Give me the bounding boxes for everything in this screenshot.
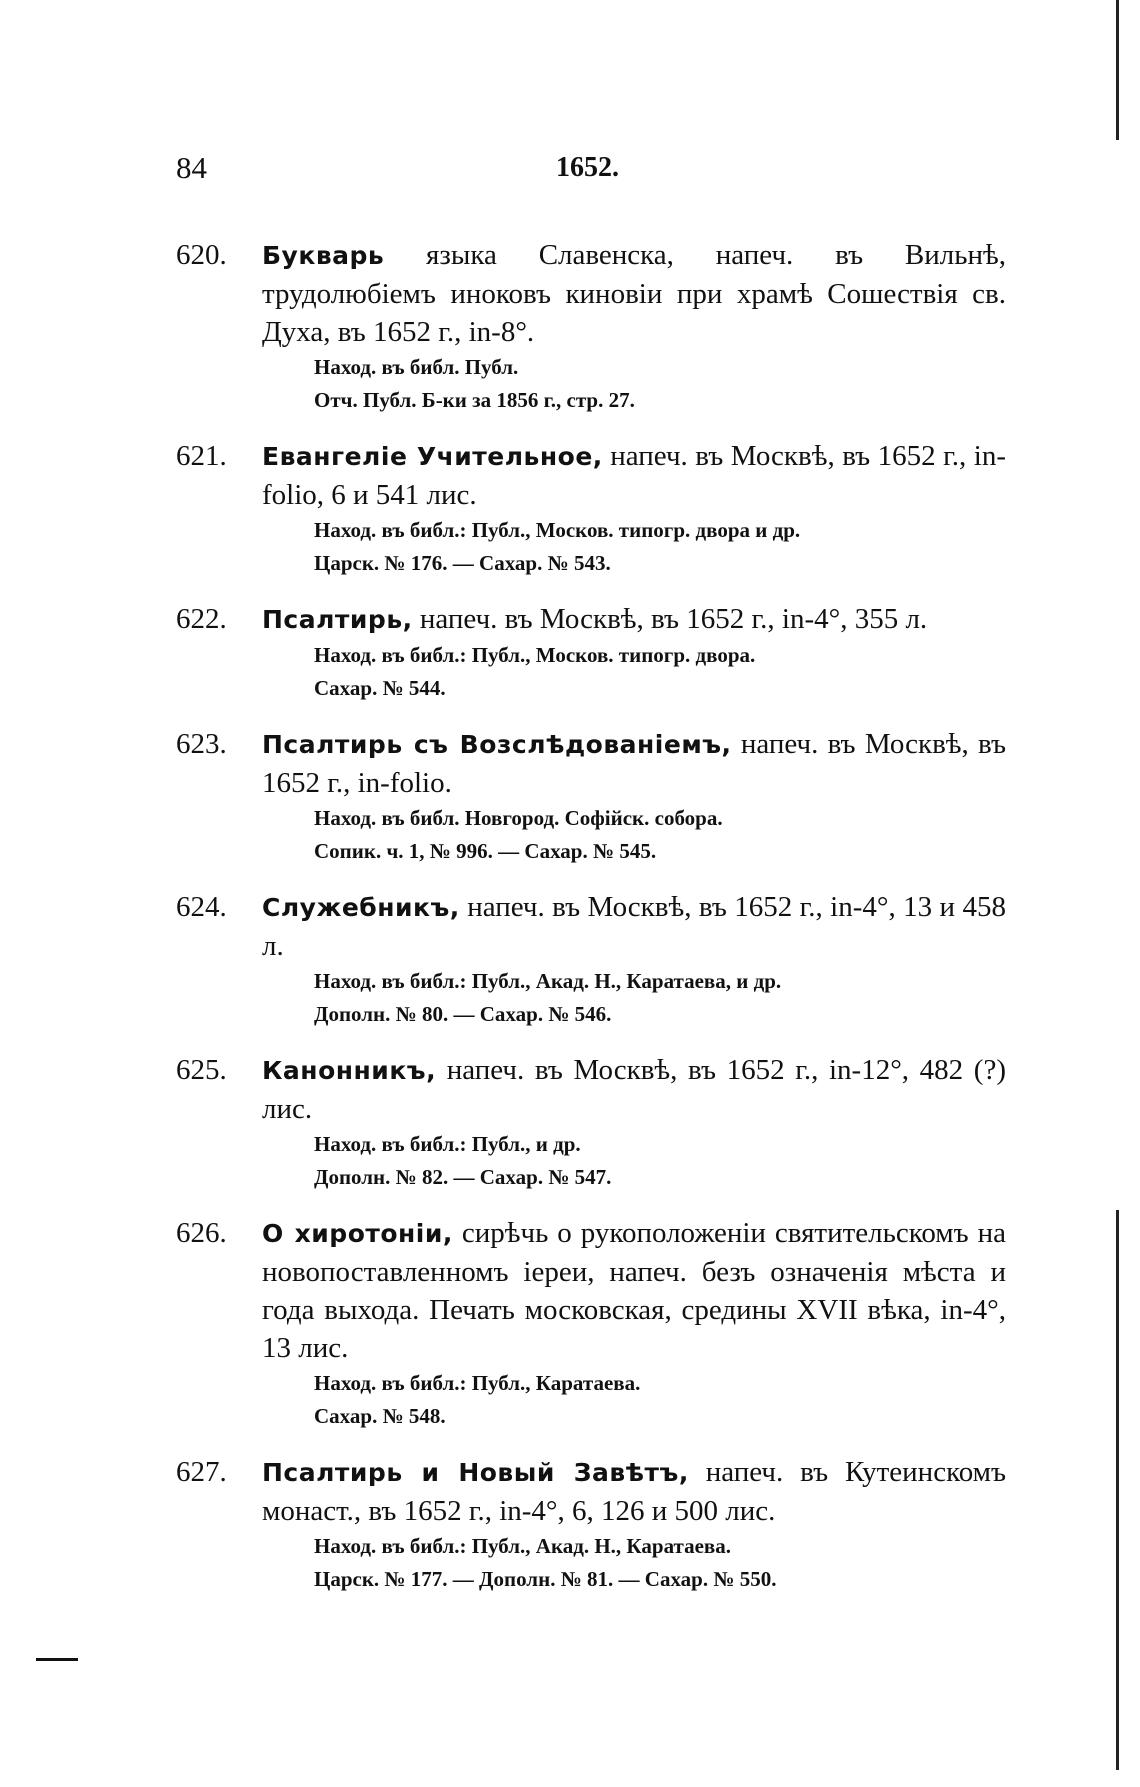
entry-title-rest: напеч. въ Москвѣ, въ 1652 г., in-folio. [262,728,1006,799]
entry-title-bold: Псалтирь и Новый Завѣтъ, [262,1458,689,1487]
entry-title-rest: напеч. въ Кутеинскомъ монаст., въ 1652 г., in-4°, 6, 126 и 500 лис. [262,1456,1006,1527]
entry-title-rest: напеч. въ Москвѣ, въ 1652 г., in-12°, 482 (?) лис. [262,1054,1006,1125]
entry-note: Наход. въ библ.: Публ., Акад. Н., Каратаева, и др. [314,969,782,993]
entry-title [262,236,1006,351]
entry-title-rest: языка Славенска, напеч. въ Вильнѣ, трудолюбіемъ иноковъ киновіи при храмѣ Сошествія св. Духа, въ 1652 г., in-8°. [262,239,1006,348]
entry-number: 627. [176,1456,227,1488]
entry-title-bold: Служебникъ, [262,893,460,922]
entry-title-rest: напеч. въ Москвѣ, въ 1652 г., in-folio, 6 и 541 лис. [262,440,1006,511]
entry-620 [176,236,1006,417]
entry-note: Наход. въ библ.: Публ., Каратаева. [314,1371,641,1395]
entry-note: Сахар. № 544. [314,676,446,700]
entry-note: Наход. въ библ.: Публ., Акад. Н., Каратаева. [314,1534,732,1558]
entry-note: Дополн. № 80. — Сахар. № 546. [314,1002,612,1026]
entry-title-rest: напеч. въ Москвѣ, въ 1652 г., in-4°, 13 и 458 л. [262,891,1006,962]
running-head-year: 1652. [556,152,619,183]
entry-title-bold: Псалтирь, [262,605,413,634]
entry-626 [176,1214,1006,1433]
entry-title-bold: О хиротоніи, [262,1219,453,1248]
entry-number: 620. [176,239,227,271]
entry-title-rest: сирѣчь о рукоположеніи святительскомъ на новопоставленномъ іереи, напеч. безъ означенія мѣста и года выхода. Печать московская, средины XVII вѣка, in-4°, 13 лис. [262,1217,1006,1364]
entry-number: 626. [176,1217,227,1249]
entry-list [176,236,1006,1616]
entry-title [262,437,1006,514]
margin-mark [36,1658,78,1661]
entry-title-bold: Евангеліе Учительное, [262,442,603,471]
entry-number: 624. [176,891,227,923]
page-edge-line-top [1116,0,1119,140]
entry-title-bold: Букварь [262,241,385,270]
entry-title [262,1051,1006,1128]
entry-note: Наход. въ библ.: Публ., Москов. типогр. двора. [314,643,756,667]
entry-note: Царск. № 176. — Сахар. № 543. [314,551,611,575]
entry-title-bold: Псалтирь съ Возслѣдованіемъ, [262,730,732,759]
entry-note: Сахар. № 548. [314,1404,446,1428]
entry-note: Сопик. ч. 1, № 996. — Сахар. № 545. [314,839,657,863]
entry-title-bold: Канонникъ, [262,1056,437,1085]
entry-title [262,1453,1006,1530]
entry-title-rest: напеч. въ Москвѣ, въ 1652 г., in-4°, 355 л. [412,603,928,635]
entry-627 [176,1453,1006,1596]
entry-title [262,1214,1006,1367]
entry-621 [176,437,1006,580]
page-edge-line-bottom [1116,1210,1119,1770]
entry-625 [176,1051,1006,1194]
entry-note: Наход. въ библ. Новгород. Софійск. собора. [314,806,723,830]
entry-note: Наход. въ библ.: Публ., Москов. типогр. двора и др. [314,518,801,542]
entry-title [262,888,1006,965]
entry-note: Царск. № 177. — Дополн. № 81. — Сахар. № 550. [314,1567,777,1591]
entry-note: Наход. въ библ.: Публ., и др. [314,1132,581,1156]
entry-title [262,600,1006,639]
entry-624 [176,888,1006,1031]
entry-number: 625. [176,1054,227,1086]
entry-number: 621. [176,440,227,472]
entry-622 [176,600,1006,705]
entry-note: Дополн. № 82. — Сахар. № 547. [314,1165,612,1189]
entry-623 [176,725,1006,868]
page-number: 84 [176,150,207,185]
entry-number: 623. [176,728,227,760]
entry-note: Наход. въ библ. Публ. [314,355,519,379]
entry-title [262,725,1006,802]
entry-number: 622. [176,603,227,635]
entry-note: Отч. Публ. Б-ки за 1856 г., стр. 27. [314,388,635,412]
page-header [176,150,1006,194]
